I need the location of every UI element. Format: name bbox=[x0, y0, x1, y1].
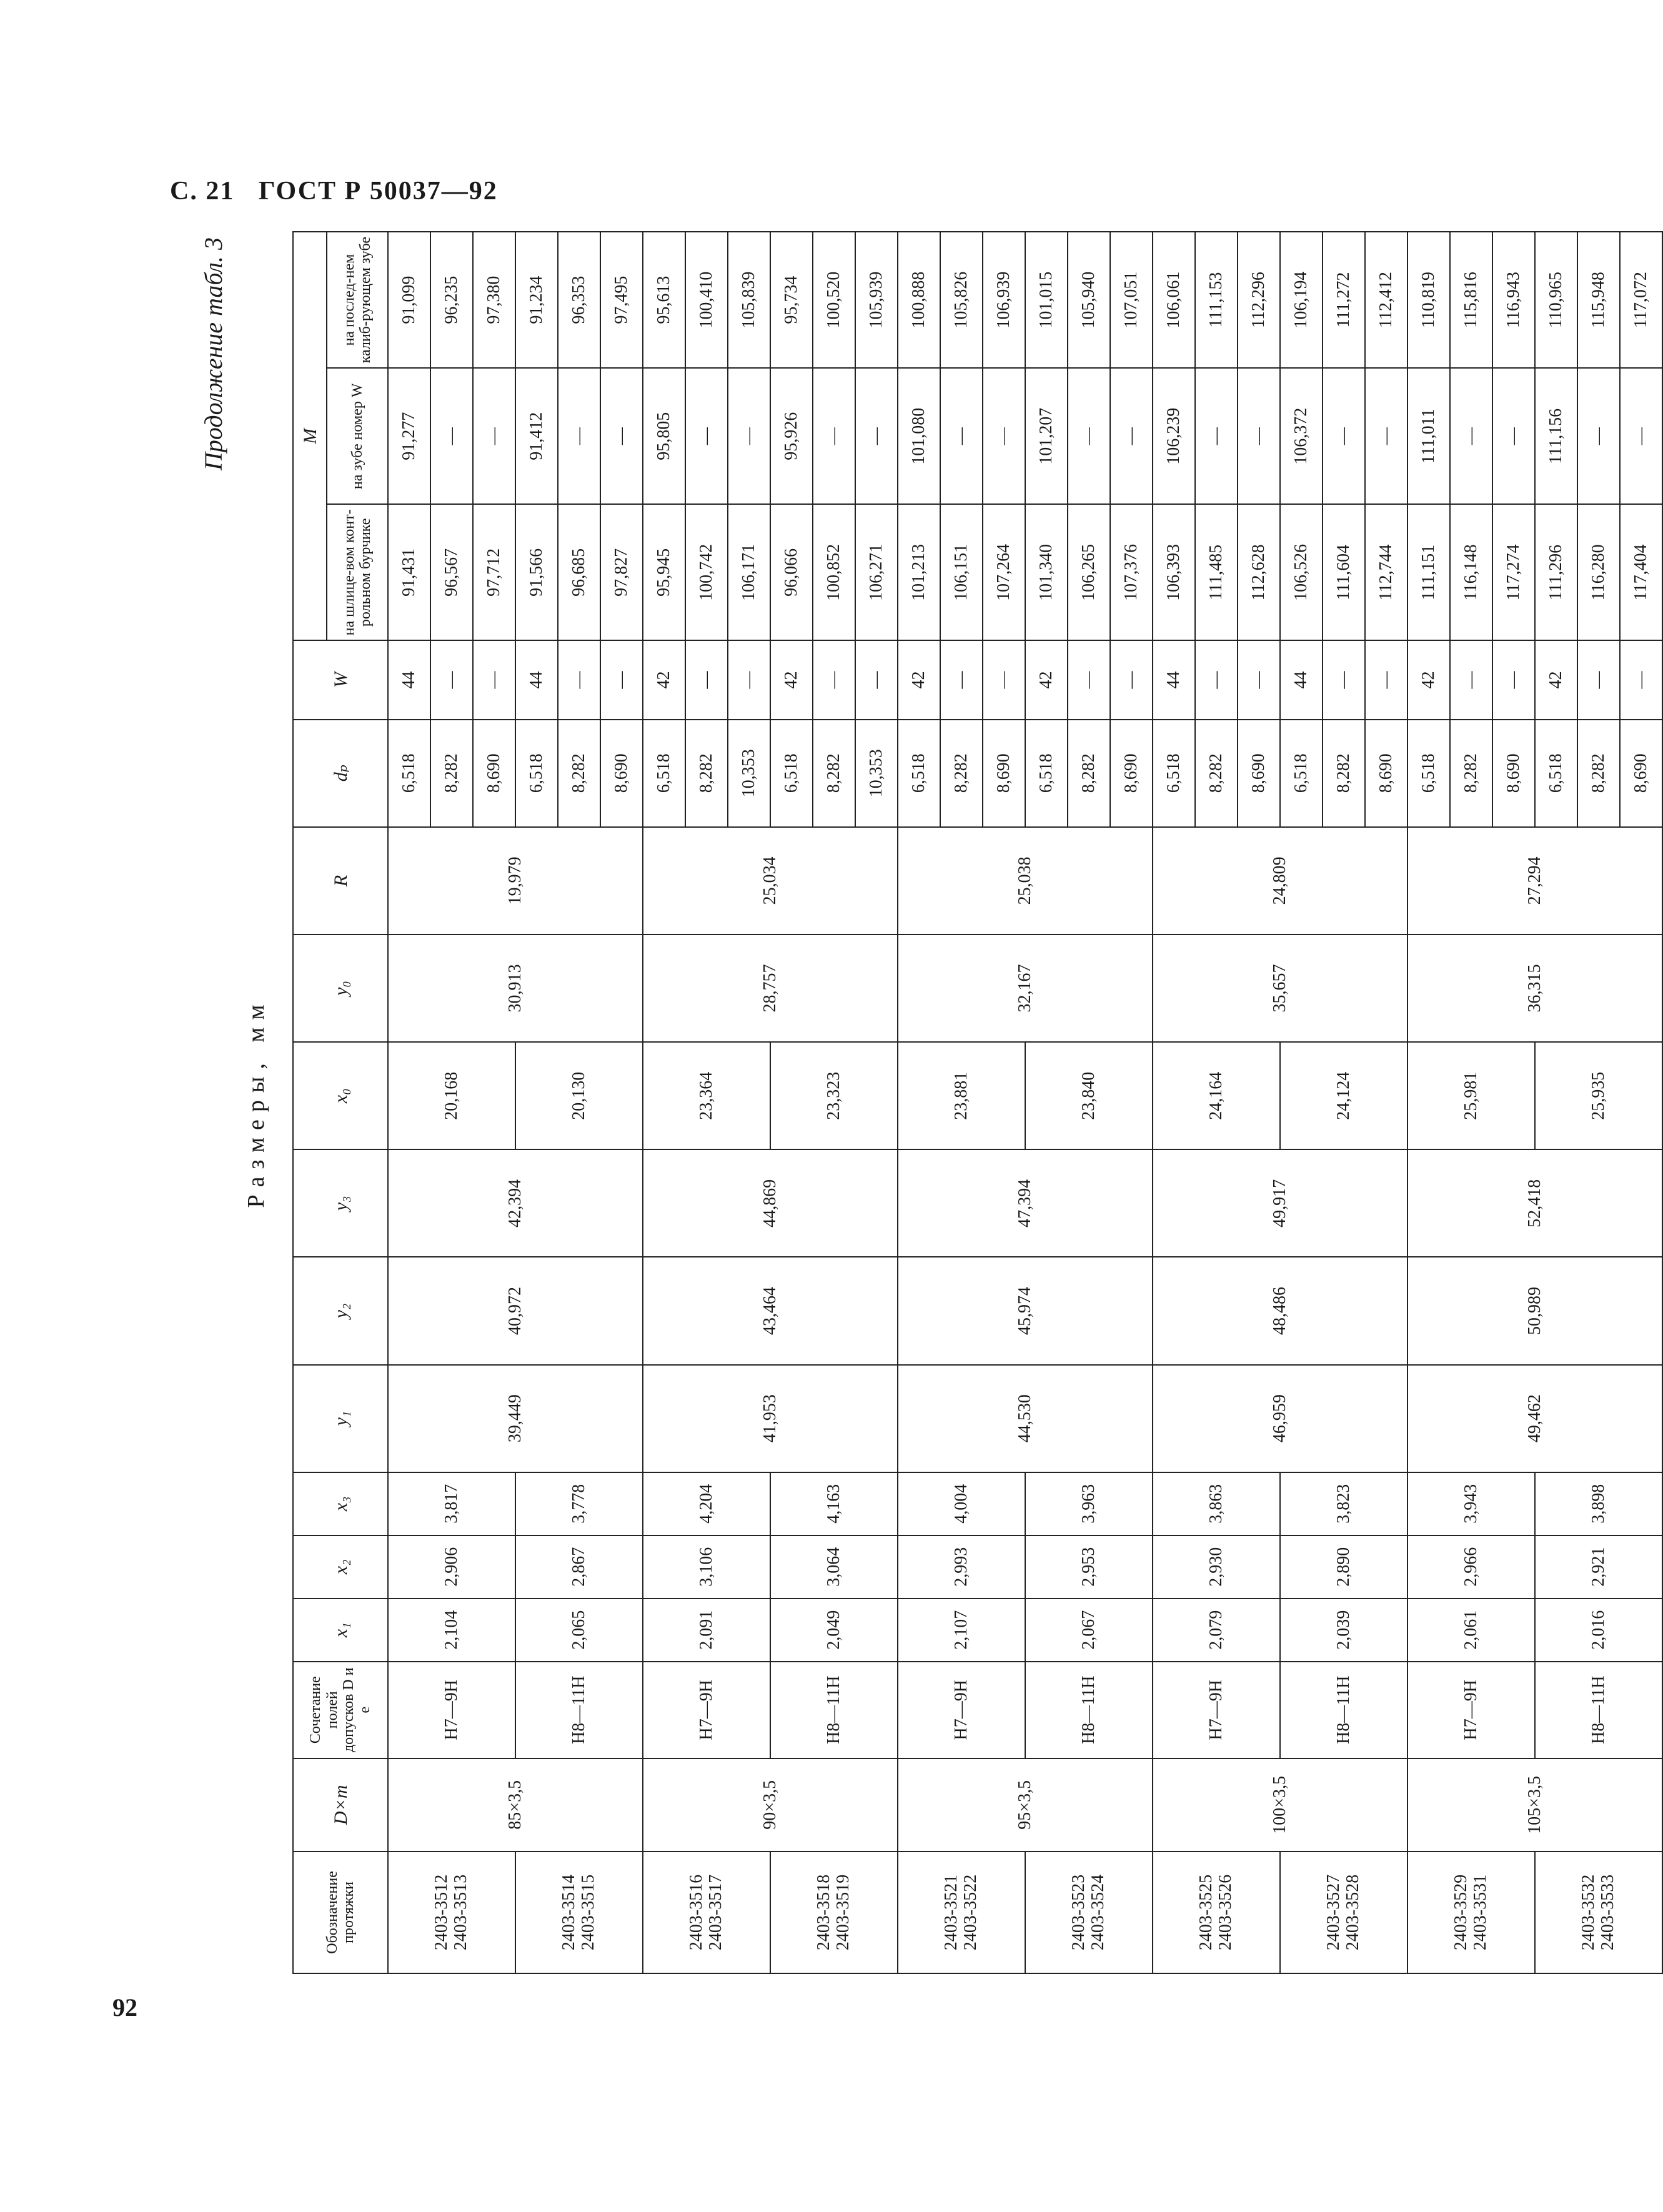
table-header bbox=[293, 232, 388, 1973]
col-y2: y₂ bbox=[293, 1257, 388, 1364]
dp-cell: 6,518 bbox=[1407, 720, 1450, 827]
m-control-cell: 106,171 bbox=[728, 504, 770, 640]
designation-code: 2403-3518 bbox=[814, 1874, 834, 1951]
designation-code: 2403-3526 bbox=[1216, 1874, 1235, 1951]
w-cell: — bbox=[1323, 640, 1365, 719]
designation-cell bbox=[1153, 1852, 1280, 1973]
m-tooth-cell: — bbox=[983, 368, 1025, 504]
col-tolerance: Сочетание полей допусков D и e bbox=[293, 1662, 388, 1758]
m-control-cell: 111,604 bbox=[1323, 504, 1365, 640]
designation-code: 2403-3532 bbox=[1579, 1874, 1599, 1951]
rotated-table-block bbox=[199, 231, 1651, 1974]
sizes-title: Размеры, мм bbox=[243, 997, 269, 1208]
designation-cell bbox=[515, 1852, 643, 1973]
dp-cell: 6,518 bbox=[770, 720, 813, 827]
m-tooth-cell: 101,207 bbox=[1025, 368, 1068, 504]
designation-code: 2403-3525 bbox=[1196, 1874, 1216, 1951]
m-tooth-cell: 101,080 bbox=[898, 368, 940, 504]
m-last-cell: 105,939 bbox=[855, 232, 898, 368]
w-cell: — bbox=[473, 640, 515, 719]
r-cell: 27,294 bbox=[1407, 827, 1662, 935]
x1-cell: 2,079 bbox=[1153, 1599, 1280, 1662]
y1-cell: 39,449 bbox=[388, 1365, 643, 1472]
m-last-cell: 106,939 bbox=[983, 232, 1025, 368]
dp-cell: 8,282 bbox=[685, 720, 728, 827]
y2-cell: 50,989 bbox=[1407, 1257, 1662, 1364]
m-last-cell: 97,495 bbox=[600, 232, 643, 368]
m-tooth-cell: — bbox=[430, 368, 473, 504]
x0-cell: 24,164 bbox=[1153, 1042, 1280, 1149]
x1-cell: 2,091 bbox=[643, 1599, 770, 1662]
x3-cell: 4,163 bbox=[770, 1472, 898, 1535]
dp-cell: 6,518 bbox=[1535, 720, 1577, 827]
m-tooth-cell: — bbox=[1110, 368, 1153, 504]
tolerance-cell: H8—11H bbox=[1280, 1662, 1407, 1758]
col-dp: dₚ bbox=[293, 720, 388, 827]
x2-cell: 2,867 bbox=[515, 1535, 643, 1599]
y0-cell: 32,167 bbox=[898, 935, 1153, 1042]
y2-cell: 48,486 bbox=[1153, 1257, 1407, 1364]
m-last-cell: 105,940 bbox=[1068, 232, 1110, 368]
y1-cell: 41,953 bbox=[643, 1365, 898, 1472]
table-row bbox=[1407, 232, 1450, 1973]
designation-code: 2403-3515 bbox=[578, 1874, 598, 1951]
designation-code: 2403-3528 bbox=[1343, 1874, 1363, 1951]
dp-cell: 10,353 bbox=[855, 720, 898, 827]
w-cell: 42 bbox=[1535, 640, 1577, 719]
y1-cell: 44,530 bbox=[898, 1365, 1153, 1472]
page-number: 92 bbox=[112, 1993, 137, 2021]
m-tooth-cell: — bbox=[1620, 368, 1662, 504]
col-r: R bbox=[293, 827, 388, 935]
w-cell: 44 bbox=[388, 640, 430, 719]
w-cell: — bbox=[1365, 640, 1407, 719]
designation-code: 2403-3524 bbox=[1088, 1874, 1108, 1951]
m-control-cell: 111,296 bbox=[1535, 504, 1577, 640]
w-cell: — bbox=[1577, 640, 1620, 719]
x2-cell: 2,953 bbox=[1025, 1535, 1153, 1599]
x1-cell: 2,065 bbox=[515, 1599, 643, 1662]
y0-cell: 36,315 bbox=[1407, 935, 1662, 1042]
x3-cell: 3,898 bbox=[1535, 1472, 1662, 1535]
m-last-cell: 95,734 bbox=[770, 232, 813, 368]
designation-code: 2403-3514 bbox=[559, 1874, 579, 1951]
dp-cell: 8,690 bbox=[1110, 720, 1153, 827]
w-cell: — bbox=[855, 640, 898, 719]
m-last-cell: 112,412 bbox=[1365, 232, 1407, 368]
m-control-cell: 111,151 bbox=[1407, 504, 1450, 640]
designation-code: 2403-3523 bbox=[1069, 1874, 1089, 1951]
col-designation: Обозначение протяжки bbox=[293, 1852, 388, 1973]
y3-cell: 47,394 bbox=[898, 1149, 1153, 1257]
tolerance-cell: H7—9H bbox=[643, 1662, 770, 1758]
dp-cell: 8,282 bbox=[1195, 720, 1238, 827]
x2-cell: 2,906 bbox=[388, 1535, 515, 1599]
designation-cell bbox=[1025, 1852, 1153, 1973]
m-control-cell: 106,393 bbox=[1153, 504, 1195, 640]
w-cell: — bbox=[1450, 640, 1492, 719]
m-control-cell: 91,566 bbox=[515, 504, 558, 640]
dp-cell: 6,518 bbox=[1280, 720, 1323, 827]
x2-cell: 2,890 bbox=[1280, 1535, 1407, 1599]
w-cell: — bbox=[983, 640, 1025, 719]
m-tooth-cell: — bbox=[473, 368, 515, 504]
y1-cell: 49,462 bbox=[1407, 1365, 1662, 1472]
dxm-cell: 100×3,5 bbox=[1153, 1758, 1407, 1852]
x1-cell: 2,016 bbox=[1535, 1599, 1662, 1662]
m-control-cell: 111,485 bbox=[1195, 504, 1238, 640]
m-last-cell: 100,520 bbox=[813, 232, 855, 368]
m-control-cell: 116,280 bbox=[1577, 504, 1620, 640]
page-header bbox=[170, 176, 514, 206]
y2-cell: 43,464 bbox=[643, 1257, 898, 1364]
tolerance-cell: H8—11H bbox=[770, 1662, 898, 1758]
x2-cell: 2,930 bbox=[1153, 1535, 1280, 1599]
m-tooth-cell: 95,805 bbox=[643, 368, 685, 504]
m-tooth-cell: — bbox=[813, 368, 855, 504]
m-last-cell: 111,153 bbox=[1195, 232, 1238, 368]
designation-cell bbox=[1535, 1852, 1662, 1973]
x3-cell: 4,004 bbox=[898, 1472, 1025, 1535]
w-cell: — bbox=[1195, 640, 1238, 719]
x0-cell: 23,881 bbox=[898, 1042, 1025, 1149]
m-control-cell: 100,742 bbox=[685, 504, 728, 640]
m-last-cell: 96,353 bbox=[558, 232, 600, 368]
m-last-cell: 107,051 bbox=[1110, 232, 1153, 368]
designation-code: 2403-3521 bbox=[941, 1874, 961, 1951]
standard-number: ГОСТ Р 50037—92 bbox=[258, 177, 498, 206]
designation-cell bbox=[770, 1852, 898, 1973]
tolerance-cell: H7—9H bbox=[388, 1662, 515, 1758]
designation-code: 2403-3512 bbox=[432, 1874, 452, 1951]
tolerance-cell: H7—9H bbox=[1407, 1662, 1535, 1758]
m-control-cell: 96,685 bbox=[558, 504, 600, 640]
x3-cell: 3,863 bbox=[1153, 1472, 1280, 1535]
x2-cell: 2,993 bbox=[898, 1535, 1025, 1599]
x2-cell: 2,921 bbox=[1535, 1535, 1662, 1599]
m-tooth-cell: 91,412 bbox=[515, 368, 558, 504]
designation-cell bbox=[643, 1852, 770, 1973]
dp-cell: 6,518 bbox=[643, 720, 685, 827]
m-last-cell: 105,839 bbox=[728, 232, 770, 368]
w-cell: — bbox=[728, 640, 770, 719]
m-control-cell: 97,712 bbox=[473, 504, 515, 640]
x0-cell: 23,364 bbox=[643, 1042, 770, 1149]
m-tooth-cell: 111,011 bbox=[1407, 368, 1450, 504]
dp-cell: 8,690 bbox=[473, 720, 515, 827]
x0-cell: 23,323 bbox=[770, 1042, 898, 1149]
designation-cell bbox=[388, 1852, 515, 1973]
x2-cell: 3,064 bbox=[770, 1535, 898, 1599]
dp-cell: 6,518 bbox=[898, 720, 940, 827]
w-cell: — bbox=[1620, 640, 1662, 719]
y0-cell: 28,757 bbox=[643, 935, 898, 1042]
table-row bbox=[1153, 232, 1195, 1973]
x3-cell: 3,778 bbox=[515, 1472, 643, 1535]
dp-cell: 6,518 bbox=[1153, 720, 1195, 827]
dxm-cell: 90×3,5 bbox=[643, 1758, 898, 1852]
m-last-cell: 110,819 bbox=[1407, 232, 1450, 368]
col-y3: y₃ bbox=[293, 1149, 388, 1257]
col-x3: x₃ bbox=[293, 1472, 388, 1535]
table-body bbox=[388, 232, 1662, 1973]
m-tooth-cell: — bbox=[1195, 368, 1238, 504]
col-x1: x₁ bbox=[293, 1599, 388, 1662]
col-y0: y₀ bbox=[293, 935, 388, 1042]
tolerance-cell: H8—11H bbox=[515, 1662, 643, 1758]
m-tooth-cell: — bbox=[1068, 368, 1110, 504]
x1-cell: 2,061 bbox=[1407, 1599, 1535, 1662]
table-row bbox=[770, 232, 813, 1973]
dp-cell: 8,690 bbox=[1492, 720, 1535, 827]
dp-cell: 8,282 bbox=[558, 720, 600, 827]
m-last-cell: 106,061 bbox=[1153, 232, 1195, 368]
table-row bbox=[643, 232, 685, 1973]
tolerance-cell: H8—11H bbox=[1025, 1662, 1153, 1758]
table-row bbox=[898, 232, 940, 1973]
r-cell: 25,034 bbox=[643, 827, 898, 935]
w-cell: 42 bbox=[770, 640, 813, 719]
y0-cell: 35,657 bbox=[1153, 935, 1407, 1042]
col-m-control: на шлице-вом конт-рольном бурчике bbox=[327, 504, 388, 640]
m-last-cell: 101,015 bbox=[1025, 232, 1068, 368]
m-control-cell: 106,271 bbox=[855, 504, 898, 640]
m-control-cell: 106,526 bbox=[1280, 504, 1323, 640]
x0-cell: 20,168 bbox=[388, 1042, 515, 1149]
m-last-cell: 105,826 bbox=[940, 232, 983, 368]
w-cell: — bbox=[558, 640, 600, 719]
m-control-cell: 91,431 bbox=[388, 504, 430, 640]
m-control-cell: 107,264 bbox=[983, 504, 1025, 640]
x0-cell: 25,981 bbox=[1407, 1042, 1535, 1149]
m-last-cell: 91,099 bbox=[388, 232, 430, 368]
m-last-cell: 95,613 bbox=[643, 232, 685, 368]
m-control-cell: 106,151 bbox=[940, 504, 983, 640]
col-m-last: на послед-нем калиб-рующем зубе bbox=[327, 232, 388, 368]
table-row bbox=[1025, 232, 1068, 1973]
tolerance-cell: H7—9H bbox=[1153, 1662, 1280, 1758]
dp-cell: 8,282 bbox=[940, 720, 983, 827]
x3-cell: 3,963 bbox=[1025, 1472, 1153, 1535]
m-tooth-cell: — bbox=[600, 368, 643, 504]
dp-cell: 8,690 bbox=[600, 720, 643, 827]
m-last-cell: 106,194 bbox=[1280, 232, 1323, 368]
m-control-cell: 112,744 bbox=[1365, 504, 1407, 640]
dp-cell: 8,690 bbox=[1620, 720, 1662, 827]
x1-cell: 2,039 bbox=[1280, 1599, 1407, 1662]
y2-cell: 45,974 bbox=[898, 1257, 1153, 1364]
dp-cell: 8,282 bbox=[1068, 720, 1110, 827]
y3-cell: 52,418 bbox=[1407, 1149, 1662, 1257]
table-row bbox=[388, 232, 430, 1973]
w-cell: 42 bbox=[1025, 640, 1068, 719]
m-last-cell: 117,072 bbox=[1620, 232, 1662, 368]
m-control-cell: 116,148 bbox=[1450, 504, 1492, 640]
m-last-cell: 110,965 bbox=[1535, 232, 1577, 368]
x1-cell: 2,067 bbox=[1025, 1599, 1153, 1662]
m-tooth-cell: — bbox=[1450, 368, 1492, 504]
m-control-cell: 117,404 bbox=[1620, 504, 1662, 640]
table-row bbox=[1280, 232, 1323, 1973]
w-cell: — bbox=[1238, 640, 1280, 719]
m-control-cell: 101,340 bbox=[1025, 504, 1068, 640]
w-cell: — bbox=[1492, 640, 1535, 719]
dp-cell: 6,518 bbox=[515, 720, 558, 827]
m-last-cell: 111,272 bbox=[1323, 232, 1365, 368]
w-cell: — bbox=[1068, 640, 1110, 719]
col-x2: x₂ bbox=[293, 1535, 388, 1599]
w-cell: 42 bbox=[898, 640, 940, 719]
x0-cell: 24,124 bbox=[1280, 1042, 1407, 1149]
col-w: W bbox=[293, 640, 388, 719]
designation-cell bbox=[898, 1852, 1025, 1973]
dp-cell: 8,282 bbox=[430, 720, 473, 827]
dp-cell: 8,690 bbox=[1238, 720, 1280, 827]
m-tooth-cell: 95,926 bbox=[770, 368, 813, 504]
m-control-cell: 117,274 bbox=[1492, 504, 1535, 640]
m-control-cell: 106,265 bbox=[1068, 504, 1110, 640]
y3-cell: 44,869 bbox=[643, 1149, 898, 1257]
col-m-tooth: на зубе номер W bbox=[327, 368, 388, 504]
m-tooth-cell: — bbox=[940, 368, 983, 504]
m-last-cell: 100,888 bbox=[898, 232, 940, 368]
dimensions-table bbox=[292, 231, 1663, 1974]
col-m: M bbox=[293, 232, 327, 640]
m-tooth-cell: — bbox=[855, 368, 898, 504]
designation-cell bbox=[1280, 1852, 1407, 1973]
m-tooth-cell: — bbox=[1323, 368, 1365, 504]
dp-cell: 8,690 bbox=[983, 720, 1025, 827]
m-tooth-cell: — bbox=[1238, 368, 1280, 504]
m-tooth-cell: 106,372 bbox=[1280, 368, 1323, 504]
m-last-cell: 115,816 bbox=[1450, 232, 1492, 368]
m-last-cell: 112,296 bbox=[1238, 232, 1280, 368]
dp-cell: 8,690 bbox=[1365, 720, 1407, 827]
table-row bbox=[515, 232, 558, 1973]
m-control-cell: 96,066 bbox=[770, 504, 813, 640]
x1-cell: 2,049 bbox=[770, 1599, 898, 1662]
w-cell: — bbox=[685, 640, 728, 719]
m-last-cell: 91,234 bbox=[515, 232, 558, 368]
m-tooth-cell: 106,239 bbox=[1153, 368, 1195, 504]
x3-cell: 3,943 bbox=[1407, 1472, 1535, 1535]
dp-cell: 6,518 bbox=[1025, 720, 1068, 827]
w-cell: — bbox=[940, 640, 983, 719]
x3-cell: 4,204 bbox=[643, 1472, 770, 1535]
y3-cell: 49,917 bbox=[1153, 1149, 1407, 1257]
m-tooth-cell: — bbox=[728, 368, 770, 504]
r-cell: 24,809 bbox=[1153, 827, 1407, 935]
tolerance-cell: H8—11H bbox=[1535, 1662, 1662, 1758]
y2-cell: 40,972 bbox=[388, 1257, 643, 1364]
w-cell: 44 bbox=[1280, 640, 1323, 719]
w-cell: 44 bbox=[515, 640, 558, 719]
x0-cell: 20,130 bbox=[515, 1042, 643, 1149]
col-y1: y₁ bbox=[293, 1365, 388, 1472]
w-cell: 42 bbox=[643, 640, 685, 719]
x0-cell: 25,935 bbox=[1535, 1042, 1662, 1149]
m-tooth-cell: 111,156 bbox=[1535, 368, 1577, 504]
dp-cell: 6,518 bbox=[388, 720, 430, 827]
m-tooth-cell: — bbox=[1492, 368, 1535, 504]
dp-cell: 8,282 bbox=[1323, 720, 1365, 827]
m-control-cell: 107,376 bbox=[1110, 504, 1153, 640]
x3-cell: 3,823 bbox=[1280, 1472, 1407, 1535]
col-dxm: D×m bbox=[293, 1758, 388, 1852]
x2-cell: 2,966 bbox=[1407, 1535, 1535, 1599]
col-x0: x₀ bbox=[293, 1042, 388, 1149]
designation-code: 2403-3522 bbox=[961, 1874, 980, 1951]
w-cell: 44 bbox=[1153, 640, 1195, 719]
m-tooth-cell: — bbox=[558, 368, 600, 504]
x1-cell: 2,107 bbox=[898, 1599, 1025, 1662]
m-tooth-cell: — bbox=[685, 368, 728, 504]
w-cell: 42 bbox=[1407, 640, 1450, 719]
m-last-cell: 97,380 bbox=[473, 232, 515, 368]
w-cell: — bbox=[600, 640, 643, 719]
m-control-cell: 96,567 bbox=[430, 504, 473, 640]
m-tooth-cell: 91,277 bbox=[388, 368, 430, 504]
m-control-cell: 101,213 bbox=[898, 504, 940, 640]
m-last-cell: 116,943 bbox=[1492, 232, 1535, 368]
m-last-cell: 115,948 bbox=[1577, 232, 1620, 368]
m-control-cell: 112,628 bbox=[1238, 504, 1280, 640]
r-cell: 19,979 bbox=[388, 827, 643, 935]
m-tooth-cell: — bbox=[1365, 368, 1407, 504]
dp-cell: 8,282 bbox=[813, 720, 855, 827]
table-row bbox=[1535, 232, 1577, 1973]
w-cell: — bbox=[430, 640, 473, 719]
x2-cell: 3,106 bbox=[643, 1535, 770, 1599]
table-continuation-label: Продолжение табл. 3 bbox=[199, 237, 227, 471]
page-label: С. 21 bbox=[170, 177, 235, 206]
designation-cell bbox=[1407, 1852, 1535, 1973]
dxm-cell: 105×3,5 bbox=[1407, 1758, 1662, 1852]
w-cell: — bbox=[1110, 640, 1153, 719]
y0-cell: 30,913 bbox=[388, 935, 643, 1042]
tolerance-cell: H7—9H bbox=[898, 1662, 1025, 1758]
x1-cell: 2,104 bbox=[388, 1599, 515, 1662]
x3-cell: 3,817 bbox=[388, 1472, 515, 1535]
designation-code: 2403-3519 bbox=[833, 1874, 853, 1951]
x0-cell: 23,840 bbox=[1025, 1042, 1153, 1149]
designation-code: 2403-3529 bbox=[1451, 1874, 1471, 1951]
m-control-cell: 95,945 bbox=[643, 504, 685, 640]
designation-code: 2403-3513 bbox=[451, 1874, 470, 1951]
dp-cell: 8,282 bbox=[1577, 720, 1620, 827]
m-tooth-cell: — bbox=[1577, 368, 1620, 504]
designation-code: 2403-3517 bbox=[706, 1874, 725, 1951]
y3-cell: 42,394 bbox=[388, 1149, 643, 1257]
dp-cell: 8,282 bbox=[1450, 720, 1492, 827]
designation-code: 2403-3531 bbox=[1471, 1874, 1490, 1951]
m-last-cell: 96,235 bbox=[430, 232, 473, 368]
dp-cell: 10,353 bbox=[728, 720, 770, 827]
r-cell: 25,038 bbox=[898, 827, 1153, 935]
dxm-cell: 85×3,5 bbox=[388, 1758, 643, 1852]
w-cell: — bbox=[813, 640, 855, 719]
m-control-cell: 97,827 bbox=[600, 504, 643, 640]
designation-code: 2403-3516 bbox=[687, 1874, 707, 1951]
dxm-cell: 95×3,5 bbox=[898, 1758, 1153, 1852]
y1-cell: 46,959 bbox=[1153, 1365, 1407, 1472]
designation-code: 2403-3527 bbox=[1324, 1874, 1344, 1951]
m-last-cell: 100,410 bbox=[685, 232, 728, 368]
m-control-cell: 100,852 bbox=[813, 504, 855, 640]
designation-code: 2403-3533 bbox=[1598, 1874, 1617, 1951]
